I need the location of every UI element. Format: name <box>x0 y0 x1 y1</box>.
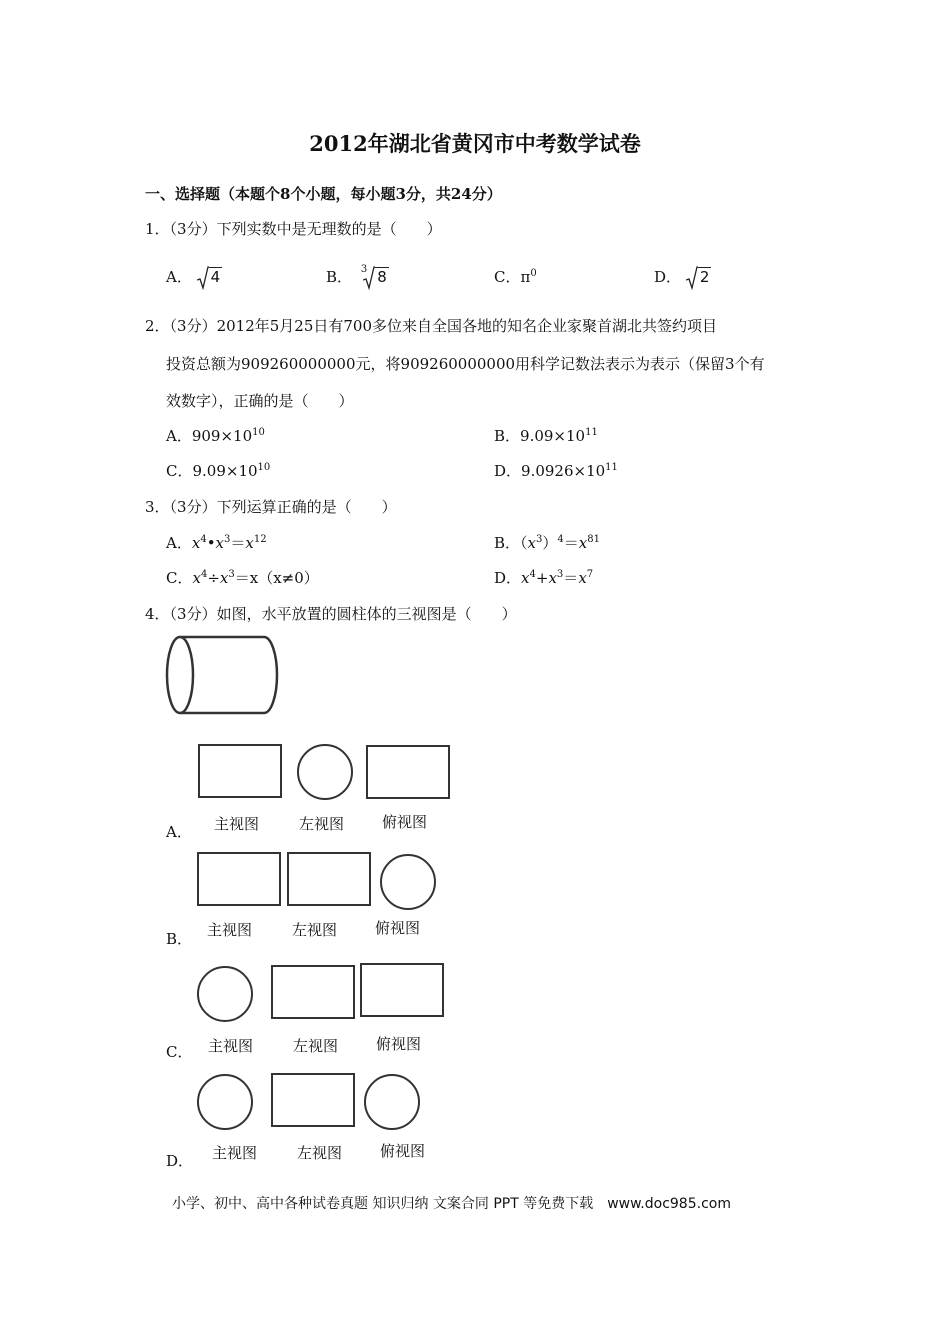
q3-option-d <box>494 567 593 588</box>
q1-option-d <box>654 266 711 290</box>
exponent: 3 <box>556 569 564 580</box>
option-d-top-circle <box>363 1073 421 1131</box>
q3-option-b <box>494 532 600 553</box>
math-var: x <box>521 569 530 587</box>
q1-option-c-label: C． <box>494 268 521 286</box>
exponent: 12 <box>253 534 267 545</box>
option-b-label-left: 左视图 <box>292 921 338 939</box>
question-4-stem: 4．（3分）如图，水平放置的圆柱体的三视图是（ ） <box>145 605 517 623</box>
question-3-stem: 3．（3分）下列运算正确的是（ ） <box>145 498 397 516</box>
option-d-label-top: 俯视图 <box>380 1142 426 1160</box>
option-a-label-left: 左视图 <box>299 815 345 833</box>
option-a-label-main: 主视图 <box>214 815 260 833</box>
exponent: 3 <box>228 569 235 580</box>
q1-option-d-label: D． <box>654 268 682 286</box>
q2-option-b <box>494 425 598 446</box>
q3-option-a <box>166 532 267 553</box>
q3-option-a-label: A． <box>166 534 192 552</box>
q1-option-a-label: A． <box>166 268 192 286</box>
q2-option-d-text: D．9.0926×10 <box>494 462 606 480</box>
q2-option-c-text: C．9.09×10 <box>166 462 258 480</box>
option-d-label-main: 主视图 <box>212 1144 258 1162</box>
math-var: x <box>548 569 557 587</box>
math-var: x <box>578 569 587 587</box>
radical-sign-icon <box>686 266 698 290</box>
question-2-line-3: 效数字），正确的是（ ） <box>166 392 354 410</box>
q2-option-b-exp: 11 <box>585 427 598 438</box>
radical-sign-icon <box>197 266 209 290</box>
q2-option-b-text: B．9.09×10 <box>494 427 586 445</box>
q4-option-b-label: B． <box>166 930 193 948</box>
q3-option-c-tail: ＝x（x≠0） <box>234 569 319 587</box>
divide-sign: ÷ <box>207 569 220 587</box>
math-var: x <box>192 569 201 587</box>
option-c-front-circle <box>196 965 254 1023</box>
q4-option-a-label: A． <box>166 823 192 841</box>
option-c-label-main: 主视图 <box>208 1037 254 1055</box>
q3-option-c <box>166 567 319 588</box>
option-b-label-top: 俯视图 <box>375 919 421 937</box>
q1-option-a <box>166 266 222 290</box>
q1-option-b-radicand: 8 <box>377 268 387 286</box>
q2-option-a <box>166 425 265 446</box>
page-title: 2012年湖北省黄冈市中考数学试卷 <box>309 131 641 156</box>
q4-option-d-label: D． <box>166 1152 194 1170</box>
close-paren: ） <box>542 534 558 552</box>
question-2-line-2: 投资总额为909260000000元，将909260000000用科学记数法表示为表示（保留3个有 <box>166 355 765 373</box>
exponent: 81 <box>587 534 600 545</box>
question-2-line-1: 2．（3分）2012年5月25日有700多位来自全国各地的知名企业家聚首湖北共签约项目 <box>145 317 718 335</box>
option-d-side-rect <box>271 1073 355 1127</box>
q2-option-c-exp: 10 <box>257 462 271 473</box>
q3-option-b-label: B． <box>494 534 521 552</box>
exponent: 7 <box>586 569 594 580</box>
q2-option-a-exp: 10 <box>252 427 265 438</box>
plus-sign: + <box>535 569 549 587</box>
math-var: x <box>215 534 225 552</box>
option-b-top-circle <box>379 853 437 911</box>
option-d-label-left: 左视图 <box>297 1144 343 1162</box>
equals-sign: ＝ <box>230 534 246 552</box>
q1-option-c <box>494 266 537 287</box>
option-c-label-top: 俯视图 <box>376 1035 422 1053</box>
q4-option-c-label: C． <box>166 1043 193 1061</box>
page-footer: 小学、初中、高中各种试卷真题 知识归纳 文案合同 PPT 等免费下载 www.doc985.com <box>172 1196 731 1212</box>
exponent: 3 <box>224 534 231 545</box>
math-var: x <box>578 534 588 552</box>
q1-option-c-base: π <box>520 268 531 286</box>
exponent: 4 <box>557 534 564 545</box>
q3-option-d-label: D． <box>494 569 522 587</box>
exponent: 3 <box>536 534 543 545</box>
cylinder-figure <box>164 634 282 716</box>
q2-option-a-text: A．909×10 <box>166 427 253 445</box>
option-a-front-rect <box>198 744 282 798</box>
q1-option-b <box>326 266 389 290</box>
section-heading: 一、选择题（本题个8个小题，每小题3分，共24分） <box>145 185 502 203</box>
option-c-top-rect <box>360 963 444 1017</box>
exponent: 4 <box>200 534 207 545</box>
option-a-top-rect <box>366 745 450 799</box>
dot-operator: • <box>206 534 216 552</box>
math-var: x <box>219 569 229 587</box>
q1-option-b-index: 3 <box>360 264 368 275</box>
option-b-label-main: 主视图 <box>207 921 253 939</box>
q3-option-c-label: C． <box>166 569 193 587</box>
q2-option-d <box>494 460 618 481</box>
option-b-front-rect <box>197 852 281 906</box>
q1-option-c-exp: 0 <box>530 268 537 279</box>
question-1-stem: 1．（3分）下列实数中是无理数的是（ ） <box>145 220 442 238</box>
equals-sign: ＝ <box>563 534 579 552</box>
equals-sign: ＝ <box>563 569 579 587</box>
math-var: x <box>527 534 537 552</box>
q1-option-a-radicand: 4 <box>210 268 221 286</box>
exponent: 4 <box>200 569 208 580</box>
open-paren: （ <box>520 534 528 552</box>
q1-option-d-radicand: 2 <box>699 268 710 286</box>
math-var: x <box>191 534 201 552</box>
option-b-side-rect <box>287 852 371 906</box>
q2-option-d-exp: 11 <box>605 462 618 473</box>
q1-option-b-label: B． <box>326 268 353 286</box>
math-var: x <box>245 534 254 552</box>
q2-option-c <box>166 460 270 481</box>
option-a-side-circle <box>296 743 354 801</box>
option-d-front-circle <box>196 1073 254 1131</box>
option-c-side-rect <box>271 965 355 1019</box>
exponent: 4 <box>529 569 536 580</box>
option-a-label-top: 俯视图 <box>382 813 428 831</box>
option-c-label-left: 左视图 <box>293 1037 339 1055</box>
